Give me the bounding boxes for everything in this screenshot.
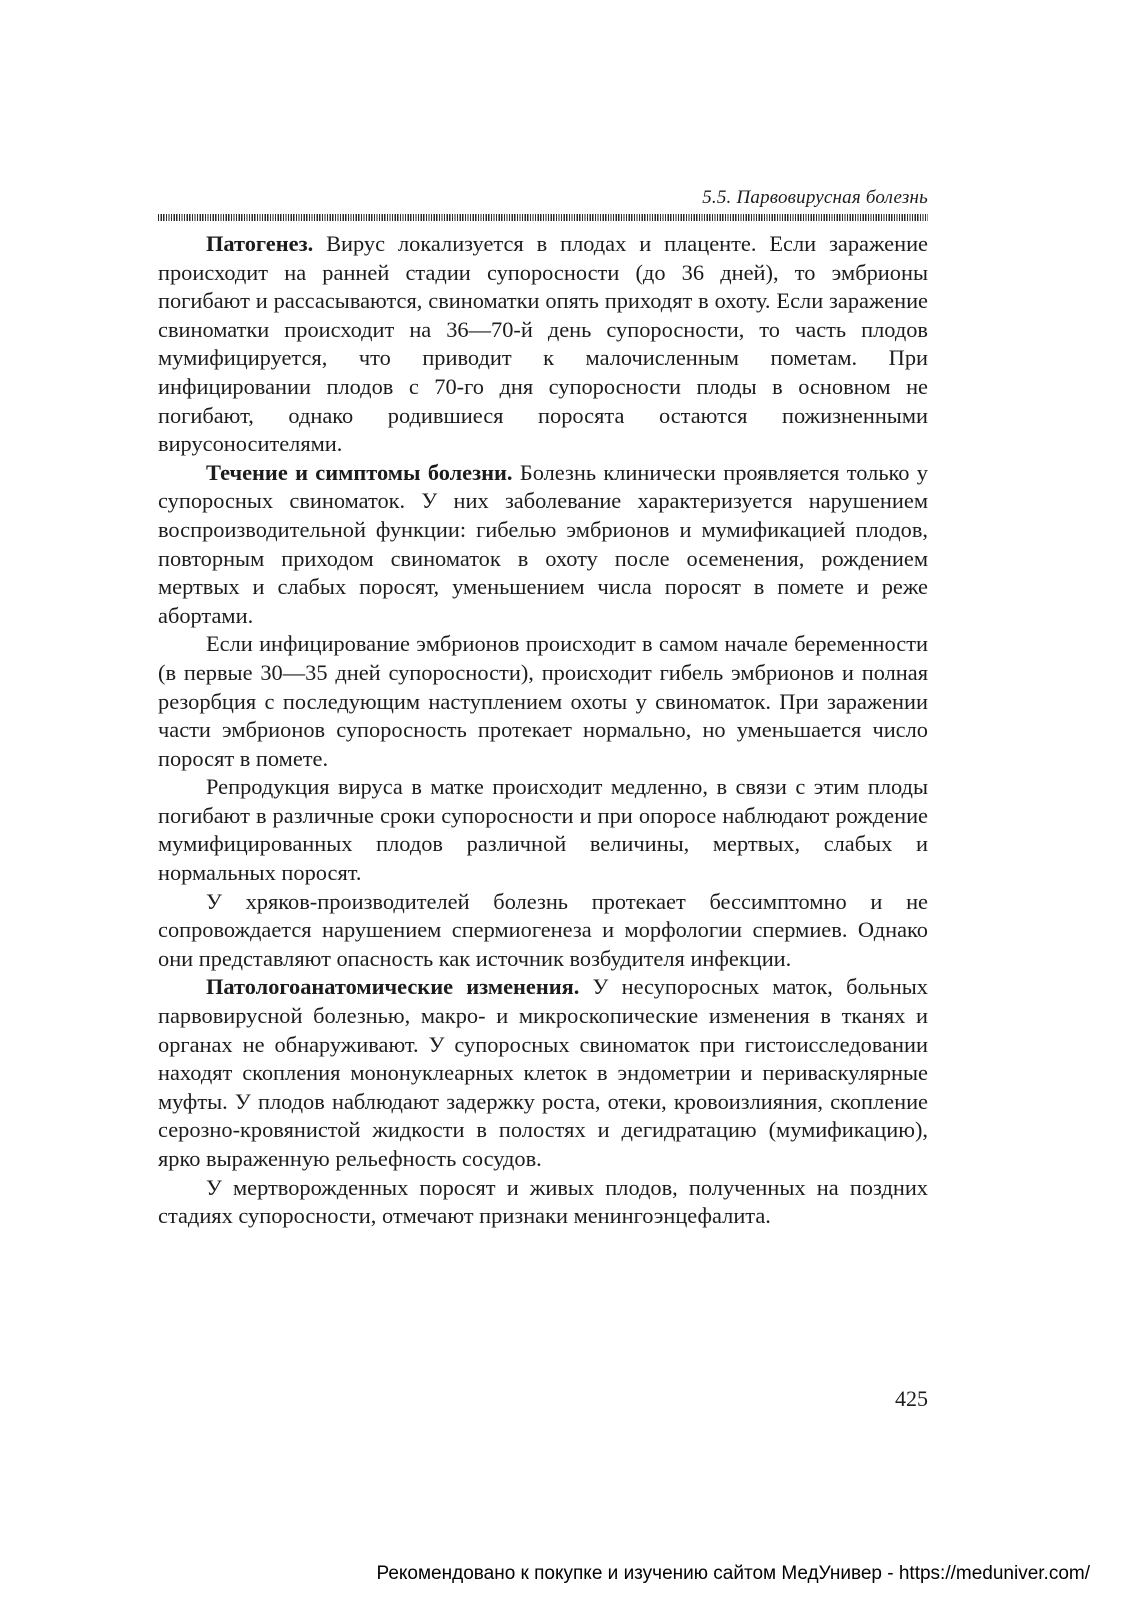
paragraph-text: Репродукция вируса в матке происходит медленно, в связи с этим плоды погибают в различные сроки супоросности и при опоросе наблюдают рождение мумифицированных плодов различной величины, мертвых, слабых и нормальных поросят. xyxy=(158,774,928,886)
running-title: 5.5. Парвовирусная болезнь xyxy=(702,187,928,208)
paragraph-text: У несупоросных маток, больных парвовирусной болезнью, макро- и микроскопические изменения в тканях и органах не обнаруживают. У супоросных свиноматок при гистоисследовании находят скопления мононуклеарных клеток в эндометрии и периваскулярные муфты. У плодов наблюдают задержку роста, отеки, кровоизлияния, скопление серозно-кровянистой жидкости в полостях и дегидратацию (мумификацию), ярко выраженную рельефность сосудов. xyxy=(158,974,928,1171)
header-rule xyxy=(158,214,928,221)
paragraph-virus-reproduction xyxy=(158,773,928,887)
paragraph-stillborn xyxy=(158,1174,928,1231)
footer-note: Рекомендовано к покупке и изучению сайтом МедУнивер - https://meduniver.com/ xyxy=(376,1563,1090,1584)
paragraph-boars xyxy=(158,888,928,974)
paragraph-lead: Патологоанатомические изменения. xyxy=(206,974,580,1000)
paragraph-pathology xyxy=(158,973,928,1173)
paragraph-text: У хряков-производителей болезнь протекает бессимптомно и не сопровождается нарушением спермиогенеза и морфологии спермиев. Однако они представляют опасность как источник возбудителя инфекции. xyxy=(158,888,928,971)
paragraph-course-symptoms xyxy=(158,459,928,631)
paragraph-lead: Течение и симптомы болезни. xyxy=(206,459,513,485)
paragraph-early-infection xyxy=(158,630,928,773)
page-number: 425 xyxy=(895,1386,928,1411)
paragraph-text: Если инфицирование эмбрионов происходит в самом начале беременности (в первые 30—35 дней супоросности), происходит гибель эмбрионов и полная резорбция с последующим наступлением охоты у свиноматок. При заражении части эмбрионов супоросность протекает нормально, но уменьшается число поросят в помете. xyxy=(158,631,928,771)
body-text xyxy=(158,230,928,1231)
paragraph-pathogenesis xyxy=(158,230,928,459)
paragraph-text: У мертворожденных поросят и живых плодов, полученных на поздних стадиях супоросности, отмечают признаки менингоэнцефалита. xyxy=(158,1174,928,1229)
paragraph-text: Вирус локализуется в плодах и плаценте. Если заражение происходит на ранней стадии супоросности (до 36 дней), то эмбрионы погибают и рассасываются, свиноматки опять приходят в охоту. Если заражение свиноматки происходит на 36—70-й день супоросности, то часть плодов мумифицируется, что приводит к малочисленным пометам. При инфицировании плодов с 70-го дня супоросности плоды в основном не погибают, однако родившиеся поросята остаются пожизненными вирусоносителями. xyxy=(158,231,928,457)
paragraph-text: Болезнь клинически проявляется только у супоросных свиноматок. У них заболевание характеризуется нарушением воспроизводительной функции: гибелью эмбрионов и мумификацией плодов, повторным приходом свиноматок в охоту после осеменения, рождением мертвых и слабых поросят, уменьшением числа поросят в помете и реже абортами. xyxy=(158,459,929,628)
paragraph-lead: Патогенез. xyxy=(206,231,314,256)
